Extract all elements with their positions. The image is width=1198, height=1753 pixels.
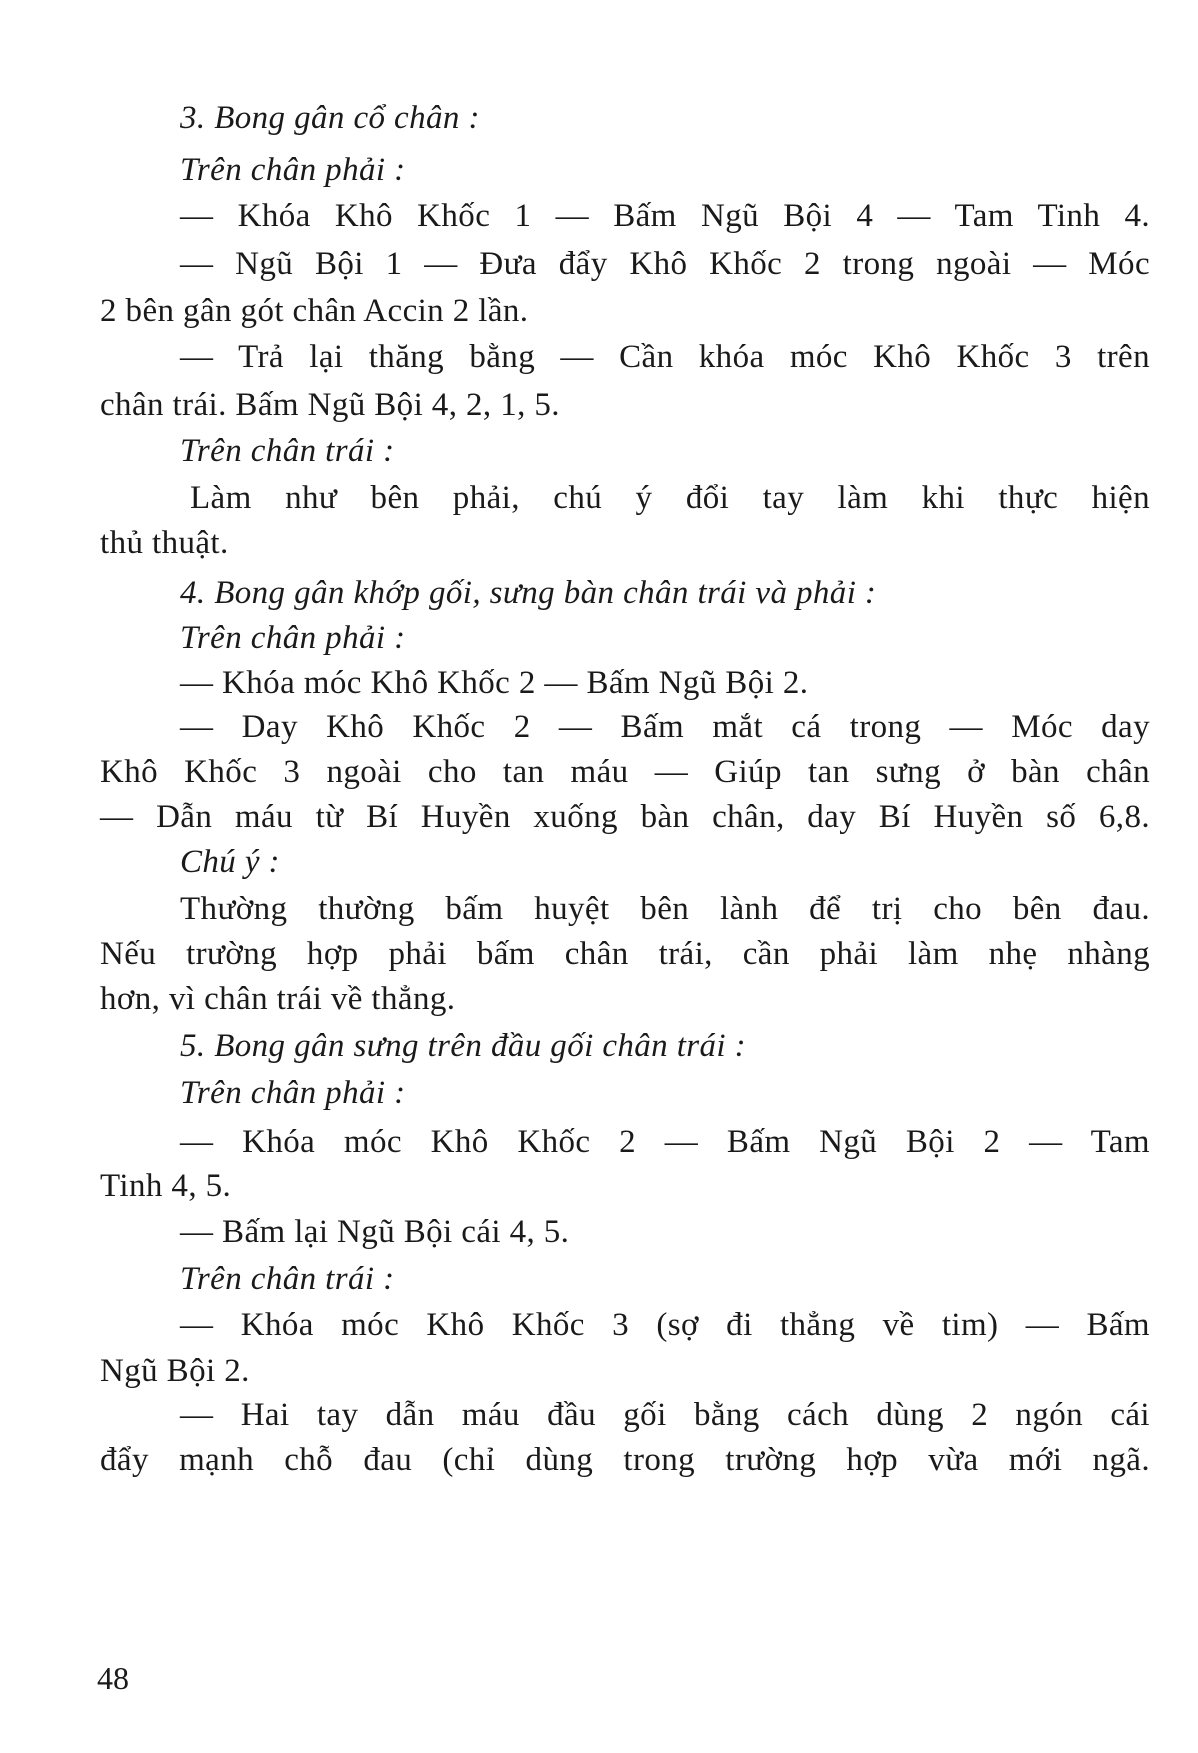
subheading-right-foot: Trên chân phải : — [180, 620, 406, 656]
body-line: Ngũ Bội 2. — [100, 1353, 250, 1389]
body-line: đẩy mạnh chỗ đau (chỉ dùng trong trường hợp vừa mới ngã. — [100, 1442, 1150, 1478]
body-line: — Hai tay dẫn máu đầu gối bằng cách dùng 2 ngón cái — [180, 1397, 1150, 1433]
body-line: — Khóa móc Khô Khốc 2 — Bấm Ngũ Bội 2. — [180, 665, 809, 701]
body-line: hơn, vì chân trái về thẳng. — [100, 981, 456, 1017]
body-line: Nếu trường hợp phải bấm chân trái, cần phải làm nhẹ nhàng — [100, 936, 1150, 972]
page-number: 48 — [97, 1660, 129, 1696]
body-line: Khô Khốc 3 ngoài cho tan máu — Giúp tan sưng ở bàn chân — [100, 754, 1150, 790]
body-line: Làm như bên phải, chú ý đổi tay làm khi thực hiện — [190, 480, 1150, 516]
subheading-left-foot: Trên chân trái : — [180, 433, 395, 469]
subheading-right-foot: Trên chân phải : — [180, 1075, 406, 1111]
body-line: thủ thuật. — [100, 525, 229, 561]
body-line: — Day Khô Khốc 2 — Bấm mắt cá trong — Móc day — [180, 709, 1150, 745]
body-line: Thường thường bấm huyệt bên lành để trị cho bên đau. — [180, 891, 1150, 927]
subheading-right-foot: Trên chân phải : — [180, 152, 406, 188]
subheading-left-foot: Trên chân trái : — [180, 1261, 395, 1297]
section-heading-3: 3. Bong gân cổ chân : — [180, 100, 480, 136]
section-heading-5: 5. Bong gân sưng trên đầu gối chân trái : — [180, 1028, 747, 1064]
body-line: 2 bên gân gót chân Accin 2 lần. — [100, 293, 529, 329]
body-line: — Khóa móc Khô Khốc 2 — Bấm Ngũ Bội 2 — Tam — [180, 1124, 1150, 1160]
section-heading-4: 4. Bong gân khớp gối, sưng bàn chân trái và phải : — [180, 575, 877, 611]
body-line: — Dẫn máu từ Bí Huyền xuống bàn chân, day Bí Huyền số 6,8. — [100, 799, 1150, 835]
body-line: chân trái. Bấm Ngũ Bội 4, 2, 1, 5. — [100, 387, 560, 423]
note-heading: Chú ý : — [180, 844, 280, 880]
body-line: — Khóa móc Khô Khốc 3 (sợ đi thẳng về tim) — Bấm — [180, 1307, 1150, 1343]
body-line: — Bấm lại Ngũ Bội cái 4, 5. — [180, 1214, 570, 1250]
body-line: — Khóa Khô Khốc 1 — Bấm Ngũ Bội 4 — Tam Tinh 4. — [180, 198, 1150, 234]
body-line: — Ngũ Bội 1 — Đưa đẩy Khô Khốc 2 trong ngoài — Móc — [180, 246, 1150, 282]
body-line: Tinh 4, 5. — [100, 1168, 232, 1204]
body-line: — Trả lại thăng bằng — Cần khóa móc Khô Khốc 3 trên — [180, 339, 1150, 375]
